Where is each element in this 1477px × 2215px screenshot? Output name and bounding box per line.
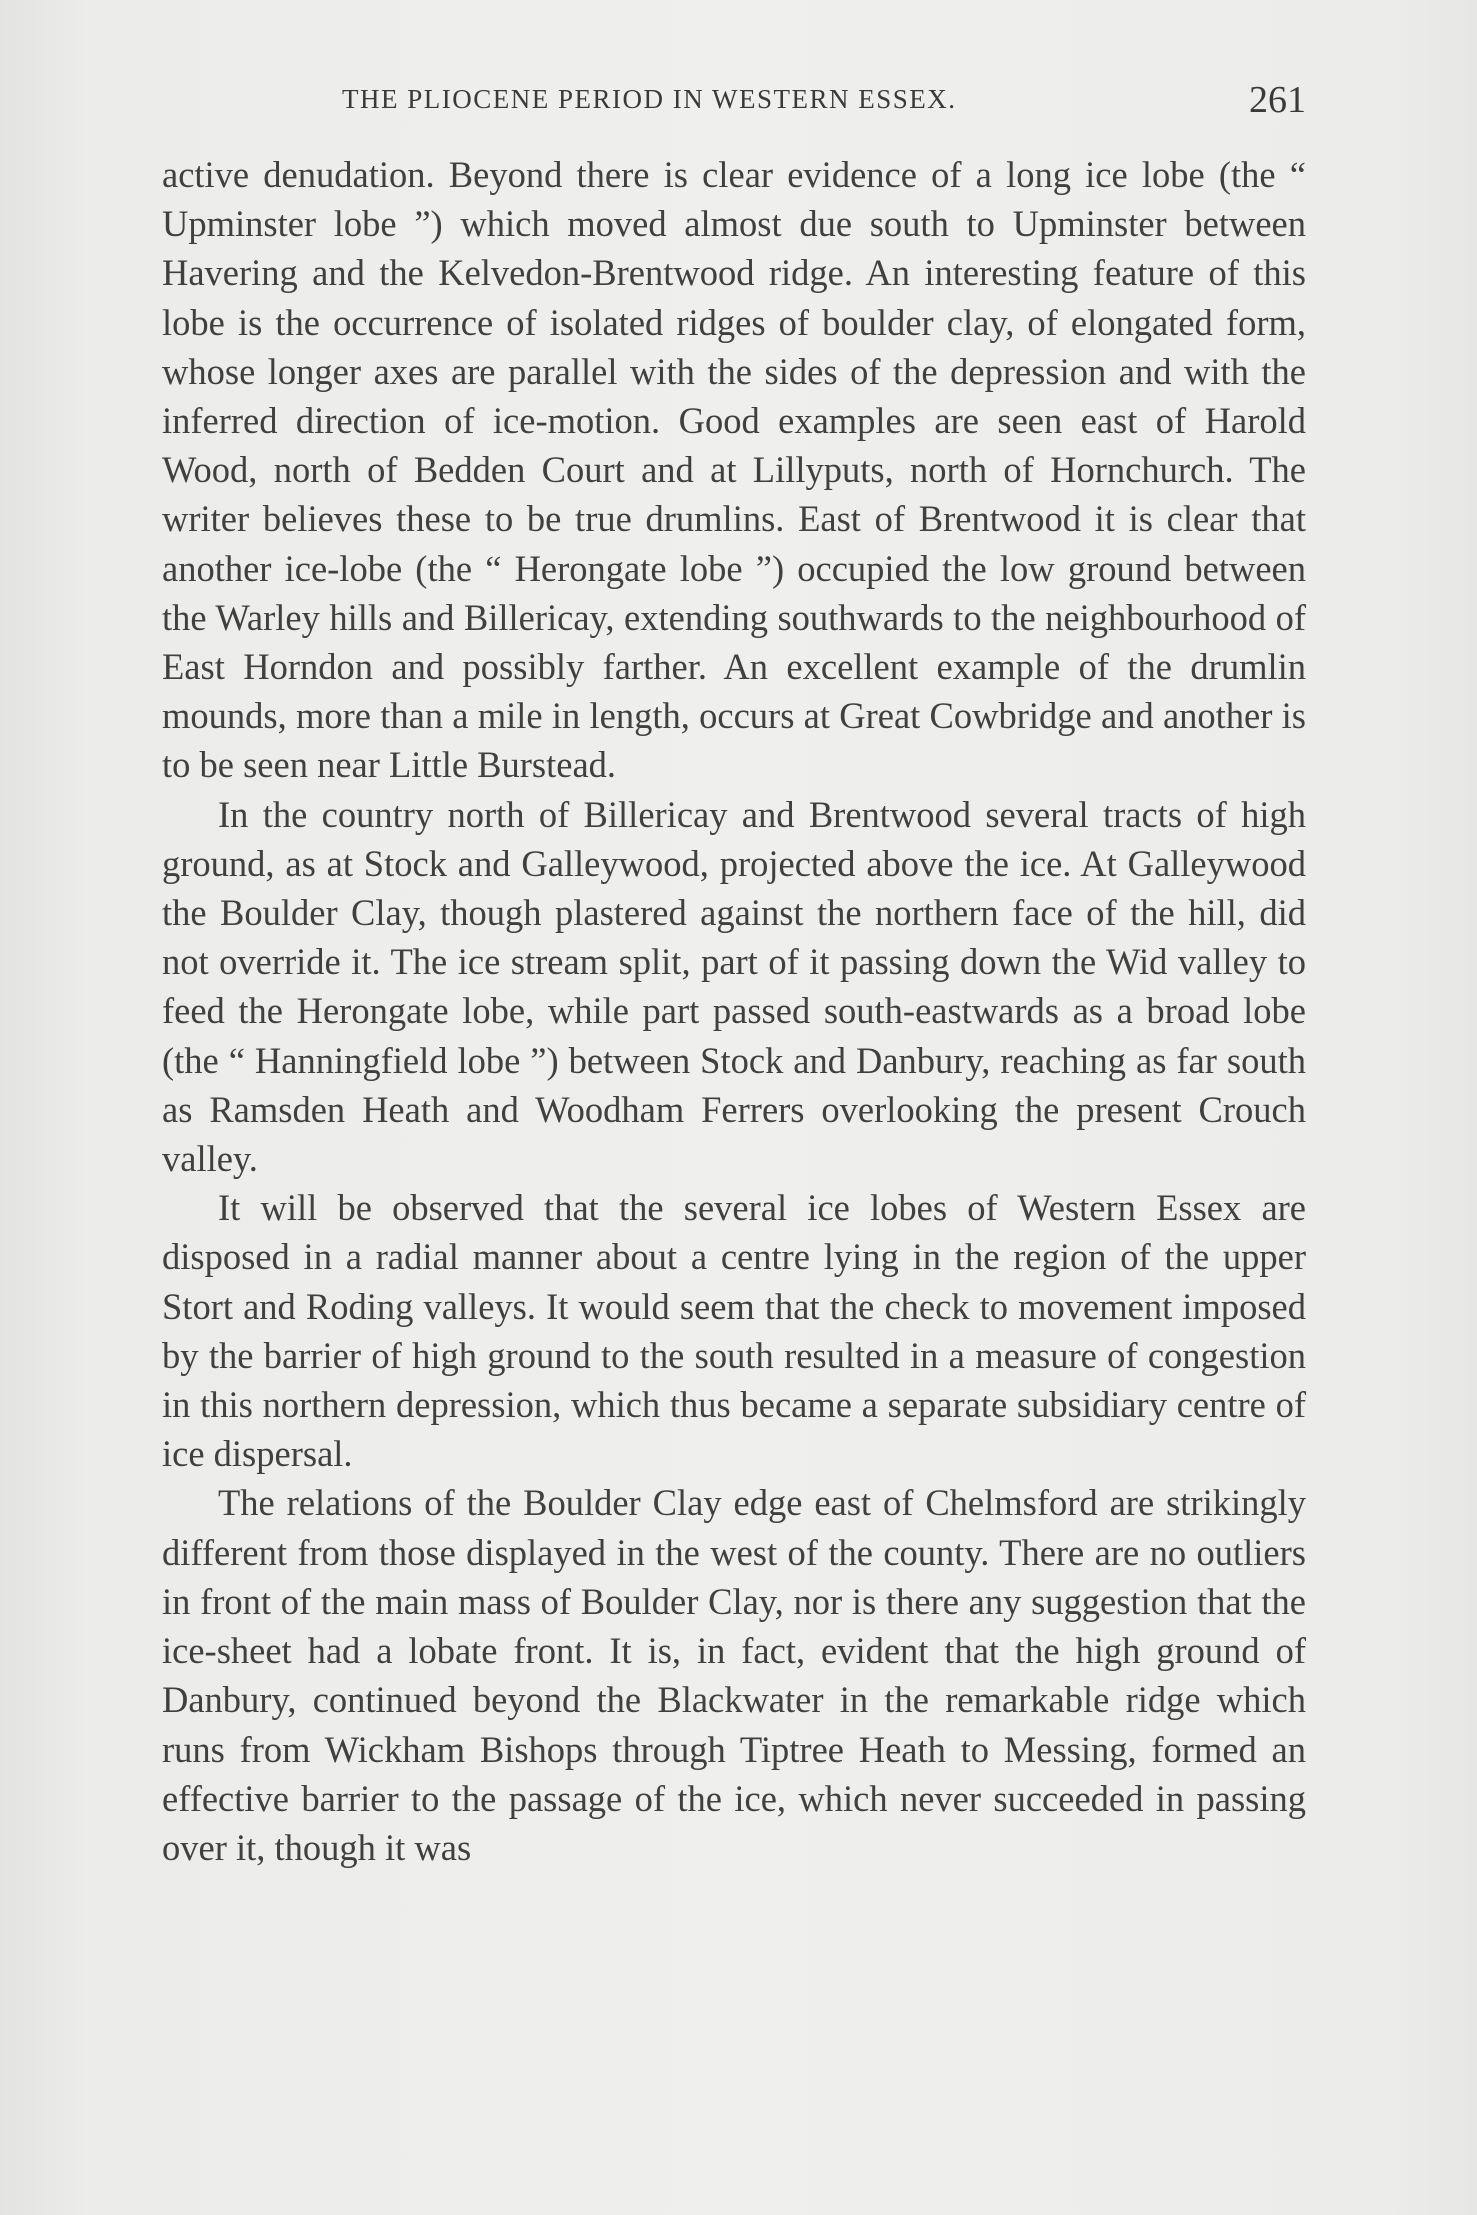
paragraph: In the country north of Billericay and Brentwood several tracts of high ground, as at Stock and Galleywood, projected above the ice. At Galleywood the Boulder Clay, though plastered against the northern face of the hill, did not override it. The ice stream split, part of it passing down the Wid valley to feed the Herongate lobe, while part passed south-eastwards as a broad lobe (the “ Hanningfield lobe ”) between Stock and Danbury, reaching as far south as Ramsden Heath and Woodham Ferrers overlooking the present Crouch valley.: [162, 793, 1306, 1180]
page-number: 261: [1249, 79, 1306, 121]
body-text: [162, 150, 1306, 1872]
running-title: THE PLIOCENE PERIOD IN WESTERN ESSEX.: [342, 84, 957, 114]
running-head: [162, 78, 1306, 122]
paragraph-continued: active denudation. Beyond there is clear evidence of a long ice lobe (the “ Upminster lobe ”) which moved almost due south to Upminster between Havering and the Kelvedon-Brentwood ridge. An interesting feature of this lobe is the occurrence of isolated ridges of boulder clay, of elongated form, whose longer axes are parallel with the sides of the depression and with the inferred direction of ice-motion. Good examples are seen east of Harold Wood, north of Bedden Court and at Lillyputs, north of Hornchurch. The writer believes these to be true drumlins. East of Brentwood it is clear that another ice-lobe (the “ Herongate lobe ”) occupied the low ground between the Warley hills and Billericay, extending southwards to the neighbourhood of East Horndon and possibly farther. An excellent example of the drumlin mounds, more than a mile in length, occurs at Great Cowbridge and another is to be seen near Little Burstead.: [162, 154, 1306, 786]
paragraph: The relations of the Boulder Clay edge east of Chelmsford are strikingly different from those displayed in the west of the county. There are no outliers in front of the main mass of Boulder Clay, nor is there any suggestion that the ice-sheet had a lobate front. It is, in fact, evident that the high ground of Danbury, continued beyond the Blackwater in the remarkable ridge which runs from Wickham Bishops through Tiptree Heath to Messing, formed an effective barrier to the passage of the ice, which never succeeded in passing over it, though it was: [162, 1482, 1306, 1868]
paragraph: It will be observed that the several ice lobes of Western Essex are disposed in a radial manner about a centre lying in the region of the upper Stort and Roding valleys. It would seem that the check to movement imposed by the barrier of high ground to the south resulted in a measure of congestion in this northern depression, which thus became a separate subsidiary centre of ice dispersal.: [162, 1187, 1306, 1475]
